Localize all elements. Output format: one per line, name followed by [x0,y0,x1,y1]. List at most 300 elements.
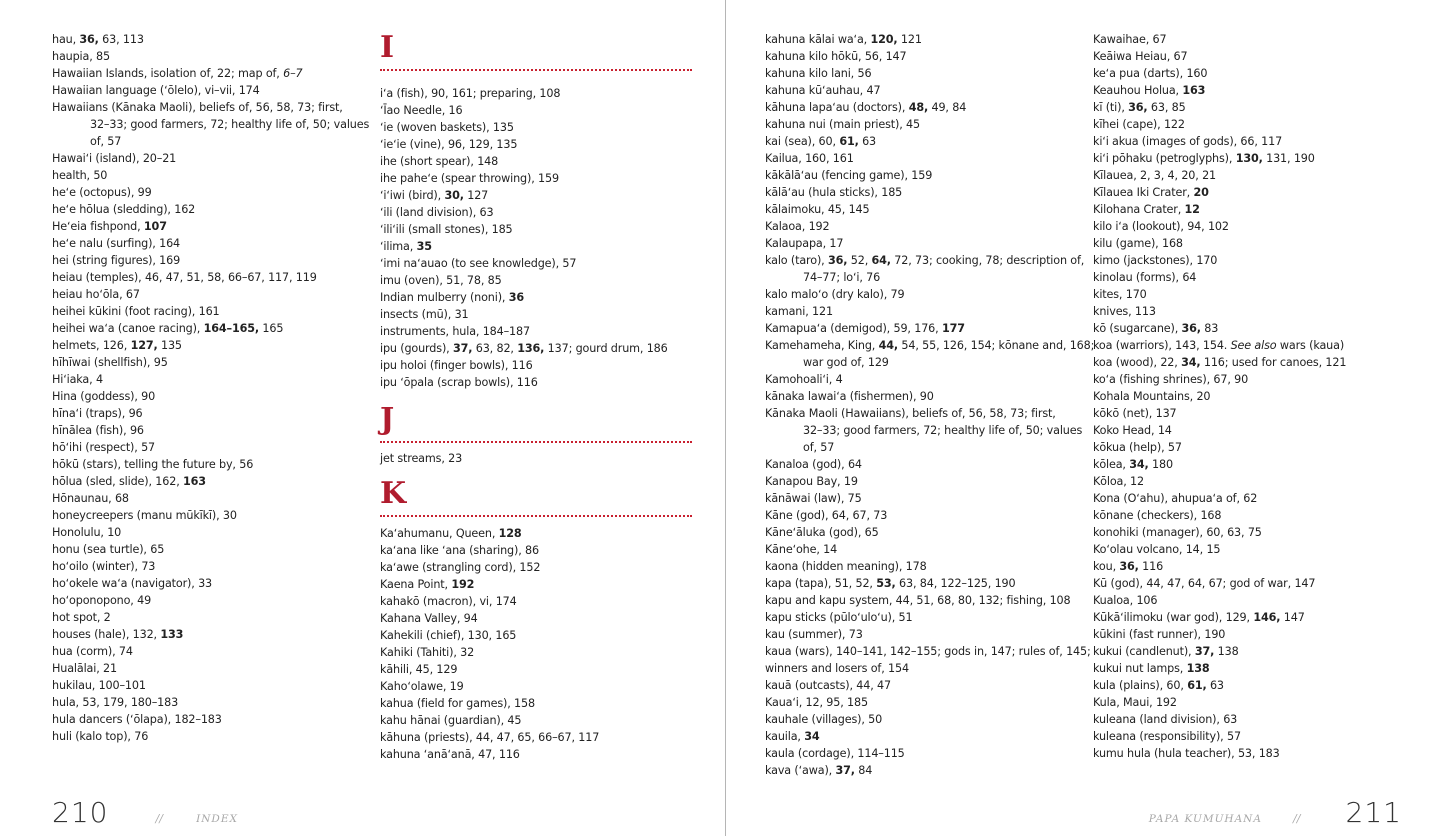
index-entry [765,626,1094,643]
entry-text: hōkū (stars), telling the future by, 56 [52,458,254,471]
entry-text: heihei waʻa (canoe racing), [52,322,204,335]
entry-text: 74–77; loʻi, 76 [803,271,881,284]
index-entry [380,306,692,323]
index-entry [52,354,369,371]
entry-text: ipu (gourds), [380,342,453,355]
footer-section-title: INDEX [196,813,238,825]
index-entry [765,660,1094,677]
index-entry [380,712,692,729]
entry-text: Kanaloa (god), 64 [765,458,862,471]
entry-text: Koko Head, 14 [1093,424,1172,437]
footer-separator: // [155,812,163,825]
entry-text: honu (sea turtle), 65 [52,543,165,556]
index-entry [765,558,1094,575]
entry-text: Keauhou Holua, [1093,84,1183,97]
entry-text: kālāʻau (hula sticks), 185 [765,186,903,199]
entry-text: Kū (god), 44, 47, 64, 67; god of war, 147 [1093,577,1316,590]
index-entry-continuation [765,269,1094,286]
index-entry [765,252,1094,269]
index-entry [380,340,692,357]
entry-text: kahuna kilo lani, 56 [765,67,872,80]
index-entry [52,456,369,473]
entry-text: 138 [1214,645,1239,658]
page-ref-bold: 34, [1129,458,1149,471]
footer-right [1149,796,1402,829]
entry-text: kahuna kālai waʻa, [765,33,871,46]
entry-text: kānaka lawaiʻa (fishermen), 90 [765,390,934,403]
index-entry [765,286,1094,303]
entry-text: kahua (field for games), 158 [380,697,535,710]
entry-text: ihe (short spear), 148 [380,155,499,168]
entry-text: instruments, hula, 184–187 [380,325,530,338]
index-entry [52,575,369,592]
page-ref-bold: 164–165, [203,322,259,335]
index-entry [1093,303,1346,320]
entry-text: kaona (hidden meaning), 178 [765,560,927,573]
index-entry [765,167,1094,184]
index-entry [380,221,692,238]
entries-j [380,450,692,467]
entry-text: 116; used for canoes, 121 [1200,356,1347,369]
index-column-2 [380,30,692,763]
entry-text: kapu sticks (pūloʻuloʻu), 51 [765,611,913,624]
entry-text: kahu hānai (guardian), 45 [380,714,522,727]
entry-text: Indian mulberry (noni), [380,291,509,304]
index-entry [380,729,692,746]
index-entry [1093,31,1346,48]
index-entry [765,371,1094,388]
index-entry [380,170,692,187]
entry-text: ipu holoi (finger bowls), 116 [380,359,533,372]
index-entry [380,153,692,170]
index-entry [765,116,1094,133]
entry-text: war god of, 129 [803,356,889,369]
page-ref-bold: 36, [827,254,848,267]
entry-text: heʻe (octopus), 99 [52,186,152,199]
index-entry [765,82,1094,99]
index-entry [52,337,369,354]
index-entry [52,592,369,609]
entry-text: kilu (game), 168 [1093,237,1183,250]
dotted-divider [380,515,692,517]
letter-section-i [380,30,692,391]
letter-section-j [380,402,692,467]
page-ref-bold: 37, [835,764,855,777]
index-entry [52,201,369,218]
entry-text: 147 [1280,611,1305,624]
footer-separator: // [1293,812,1301,825]
index-entry [765,762,1094,779]
index-entry [380,661,692,678]
index-entry [1093,201,1346,218]
entry-text: knives, 113 [1093,305,1156,318]
page-number: 210 [52,796,109,829]
index-entry [380,85,692,102]
index-column-3 [765,31,1094,779]
index-entry [1093,65,1346,82]
entry-text: keʻa pua (darts), 160 [1093,67,1208,80]
index-entry [52,405,369,422]
entry-text: kaula (cordage), 114–115 [765,747,905,760]
page-ref-bold: 35 [416,240,432,253]
index-entry [765,694,1094,711]
index-entry [765,320,1094,337]
entry-text: Hawaiian Islands, isolation of, 22; map of, [52,67,284,80]
index-entry [380,746,692,763]
entry-text: 135 [157,339,182,352]
index-entry [52,422,369,439]
entry-text: kānāwai (law), 75 [765,492,862,505]
entry-text: ʻiliʻili (small stones), 185 [380,223,513,236]
entry-text: imu (oven), 51, 78, 85 [380,274,502,287]
entry-text: heihei kūkini (foot racing), 161 [52,305,220,318]
index-entry [765,728,1094,745]
index-entry [765,337,1094,354]
entry-text: hōʻihi (respect), 57 [52,441,156,454]
index-entry [1093,320,1346,337]
index-entry [1093,643,1346,660]
index-entry [765,541,1094,558]
index-entry [1093,626,1346,643]
index-entry-continuation [765,354,1094,371]
page-ref-bold: 127, [130,339,158,352]
index-entry [765,184,1094,201]
index-entry [52,490,369,507]
entry-text: Hawaiʻi (island), 20–21 [52,152,177,165]
entry-text: kīhei (cape), 122 [1093,118,1185,131]
entry-text: 63 [1206,679,1224,692]
page-ref-bold: 61, [839,135,859,148]
entry-text: 180 [1148,458,1173,471]
entry-text: 84 [854,764,873,777]
entries-i [380,85,692,391]
index-entry [765,48,1094,65]
entry-text: ʻiʻiwi (bird), [380,189,445,202]
index-entry [52,286,369,303]
index-column-4 [1093,31,1346,762]
text-italic: See also [1230,339,1277,352]
entry-text: huli (kalo top), 76 [52,730,149,743]
entry-text: helmets, 126, [52,339,131,352]
index-entry [52,269,369,286]
index-entry [380,357,692,374]
index-entry [380,323,692,340]
entry-text: kapu and kapu system, 44, 51, 68, 80, 132; fishing, 108 [765,594,1071,607]
entry-text: Kīlauea Iki Crater, [1093,186,1194,199]
entry-text: 63, 85 [1147,101,1186,114]
index-entry [52,711,369,728]
entry-text: 63, 82, [472,342,518,355]
index-entry [765,745,1094,762]
section-letter-k: K [380,476,408,511]
entry-text: Kahana Valley, 94 [380,612,478,625]
index-entry [1093,354,1346,371]
index-entry [1093,677,1346,694]
index-entry [52,524,369,541]
entry-text: Kānaka Maoli (Hawaiians), beliefs of, 56, 58, 73; first, [765,407,1056,420]
index-entry [380,695,692,712]
index-entry [380,136,692,153]
entry-text: Kula, Maui, 192 [1093,696,1177,709]
index-entry [1093,456,1346,473]
index-entry [52,473,369,490]
entry-text: kahuna kilo hōkū, 56, 147 [765,50,907,63]
entry-text: ʻilima, [380,240,417,253]
entry-text: Kohala Mountains, 20 [1093,390,1211,403]
entry-text: kuleana (land division), 63 [1093,713,1238,726]
entry-text: kava (ʻawa), [765,764,836,777]
index-entry [52,541,369,558]
page-ref-bold: 192 [451,578,475,591]
entry-text: Honolulu, 10 [52,526,122,539]
index-entry [765,388,1094,405]
page-ref-bold: 36 [508,291,525,304]
index-entry [380,593,692,610]
index-entry [1093,490,1346,507]
entry-text: hoʻoponopono, 49 [52,594,152,607]
index-entry [52,150,369,167]
index-entry [1093,558,1346,575]
entry-text: kalo (taro), [765,254,828,267]
entry-text: Kaʻahumanu, Queen, [380,527,499,540]
entry-text: 49, 84 [928,101,967,114]
letter-section-k [380,476,692,763]
index-entry [1093,82,1346,99]
index-entry [52,660,369,677]
section-letter-i: I [380,30,396,65]
entry-text: Kūkāʻilimoku (war god), 129, [1093,611,1254,624]
entry-text: Kamapuaʻa (demigod), 59, 176, [765,322,942,335]
page-ref-bold: 128 [498,527,522,540]
entry-text: Kahoʻolawe, 19 [380,680,464,693]
index-entry [765,65,1094,82]
entry-text: Kalaoa, 192 [765,220,830,233]
entry-text: insects (mū), 31 [380,308,469,321]
entry-text: ʻieʻie (vine), 96, 129, 135 [380,138,518,151]
index-entry [1093,728,1346,745]
index-entry [1093,609,1346,626]
index-entry [52,388,369,405]
index-entry [765,490,1094,507]
index-entry [380,525,692,542]
index-entry [52,99,369,116]
index-entry [765,405,1094,422]
entry-text: 32–33; good farmers, 72; healthy life of, 50; values [90,118,370,131]
entry-text: ʻie (woven baskets), 135 [380,121,514,134]
index-entry [1093,116,1346,133]
entry-text: kī (ti), [1093,101,1129,114]
page-ref-bold: 36, [79,33,99,46]
index-entry [380,576,692,593]
entry-text: Kualoa, 106 [1093,594,1158,607]
index-entry [52,626,369,643]
entry-text: kapa (tapa), 51, 52, [765,577,877,590]
entry-text: kumu hula (hula teacher), 53, 183 [1093,747,1280,760]
entry-text: Kahiki (Tahiti), 32 [380,646,475,659]
entry-text: heiau (temples), 46, 47, 51, 58, 66–67, 117, 119 [52,271,317,284]
entry-text: health, 50 [52,169,108,182]
entry-text: Kilohana Crater, [1093,203,1185,216]
entry-text: ihe paheʻe (spear throwing), 159 [380,172,559,185]
index-entry [52,371,369,388]
entry-text: Hina (goddess), 90 [52,390,156,403]
page-ref-bold: 163 [1182,84,1206,97]
entry-text: ʻimi naʻauao (to see knowledge), 57 [380,257,577,270]
dotted-divider [380,441,692,443]
page-ref-bold: 120, [870,33,898,46]
entry-text: kimo (jackstones), 170 [1093,254,1218,267]
entry-text: 137; gourd drum, 186 [544,342,668,355]
entry-text: 63, 113 [98,33,144,46]
index-entry [1093,507,1346,524]
entry-text: houses (hale), 132, [52,628,161,641]
index-entry [1093,541,1346,558]
index-entry [1093,286,1346,303]
index-entry-continuation [52,133,369,150]
index-entry [765,201,1094,218]
page-ref-bold: 36, [1128,101,1148,114]
index-entry [52,728,369,745]
index-entry [765,303,1094,320]
index-entry [1093,218,1346,235]
index-entry [1093,337,1346,354]
entry-text: kula (plains), 60, [1093,679,1188,692]
entry-text: Hawaiian language (ʻōlelo), vi–vii, 174 [52,84,260,97]
index-entry [1093,184,1346,201]
index-entry [1093,694,1346,711]
index-entry [52,82,369,99]
entry-text: 121 [897,33,922,46]
index-entry [52,303,369,320]
index-entry [52,252,369,269]
index-entry [765,507,1094,524]
index-entry [765,524,1094,541]
entry-text: hua (corm), 74 [52,645,133,658]
entry-text: Kamohoaliʻi, 4 [765,373,843,386]
page-ref-bold: 107 [143,220,167,233]
entry-text: Kīlauea, 2, 3, 4, 20, 21 [1093,169,1217,182]
entry-text: 32–33; good farmers, 72; healthy life of, 50; values [803,424,1083,437]
index-entry [52,65,369,82]
entry-text: wars (kaua) [1276,339,1345,352]
entry-text: jet streams, 23 [380,452,463,465]
entry-text: ʻili (land division), 63 [380,206,494,219]
entry-text: Kōloa, 12 [1093,475,1144,488]
entry-text: heiau hoʻōla, 67 [52,288,140,301]
index-entry [765,677,1094,694]
entry-text: hei (string figures), 169 [52,254,181,267]
right-page [726,0,1448,836]
entry-text: kiʻi akua (images of gods), 66, 117 [1093,135,1283,148]
entry-text: Heʻeia fishpond, [52,220,144,233]
index-entry [765,592,1094,609]
entry-text: hoʻokele waʻa (navigator), 33 [52,577,213,590]
footer-left [52,796,238,829]
index-entry [1093,235,1346,252]
entry-text: kāhuna (priests), 44, 47, 65, 66–67, 117 [380,731,600,744]
index-entry [380,187,692,204]
entry-text: kukui nut lamps, [1093,662,1187,675]
page-ref-bold: 163 [183,475,206,488]
entry-text: kinolau (forms), 64 [1093,271,1197,284]
entry-text: Hualālai, 21 [52,662,117,675]
page-ref-bold: 177 [941,322,965,335]
index-entry [380,678,692,695]
index-entry [52,643,369,660]
entry-text: kahuna nui (main priest), 45 [765,118,920,131]
index-entry [380,610,692,627]
entry-text: kamani, 121 [765,305,833,318]
entry-text: kākālāʻau (fencing game), 159 [765,169,933,182]
entry-text: 54, 55, 126, 154; kōnane and, 168; [898,339,1095,352]
entry-text: Hawaiians (Kānaka Maoli), beliefs of, 56, 58, 73; first, [52,101,343,114]
page-ref-bold: 48, [908,101,929,114]
entry-text: hīnaʻi (traps), 96 [52,407,143,420]
entry-text: kāhili, 45, 129 [380,663,458,676]
entry-text: kōlea, [1093,458,1130,471]
index-column-1 [52,31,369,745]
entry-text: kilo iʻa (lookout), 94, 102 [1093,220,1229,233]
entry-text: kalo maloʻo (dry kalo), 79 [765,288,905,301]
entry-text: hīnālea (fish), 96 [52,424,144,437]
entry-text: Kaena Point, [380,578,452,591]
index-entry [765,31,1094,48]
index-entry [52,218,369,235]
entry-text: winners and losers of, 154 [765,662,909,675]
index-entry [1093,405,1346,422]
index-entry [1093,439,1346,456]
index-entry [765,235,1094,252]
entry-text: Kanapou Bay, 19 [765,475,858,488]
index-entry [1093,388,1346,405]
index-entry [52,235,369,252]
page-ref-bold: 30, [444,189,464,202]
index-entry [52,609,369,626]
entry-text: kaʻawe (strangling cord), 152 [380,561,541,574]
entry-text: heʻe nalu (surfing), 164 [52,237,181,250]
index-entry [52,48,369,65]
entry-text: Kāneʻohe, 14 [765,543,838,556]
entry-text: kaʻana like ʻana (sharing), 86 [380,544,539,557]
entry-text: hula, 53, 179, 180–183 [52,696,179,709]
entry-text: koʻa (fishing shrines), 67, 90 [1093,373,1249,386]
entry-text: kōkua (help), 57 [1093,441,1182,454]
entry-text: kou, [1093,560,1120,573]
page-ref-bold: 44, [878,339,898,352]
index-entry [1093,524,1346,541]
index-entry-continuation [765,439,1094,456]
text-italic: 6–7 [283,67,303,80]
index-entry [1093,167,1346,184]
entry-text: Kona (Oʻahu), ahupuaʻa of, 62 [1093,492,1258,505]
index-entry [380,255,692,272]
entry-text: kauila, [765,730,805,743]
page-ref-bold: 37, [452,342,473,355]
page-ref-bold: 36, [1181,322,1201,335]
index-entry [52,167,369,184]
entry-text: 52, [847,254,872,267]
entry-text: Kauaʻi, 12, 95, 185 [765,696,868,709]
entry-text: kites, 170 [1093,288,1147,301]
entry-text: Kamehameha, King, [765,339,879,352]
index-entry [765,133,1094,150]
index-entry [1093,371,1346,388]
page-ref-bold: 37, [1194,645,1215,658]
entry-text: of, 57 [90,135,122,148]
entry-text: hula dancers (ʻōlapa), 182–183 [52,713,222,726]
index-entry-continuation [52,116,369,133]
index-entry [1093,133,1346,150]
